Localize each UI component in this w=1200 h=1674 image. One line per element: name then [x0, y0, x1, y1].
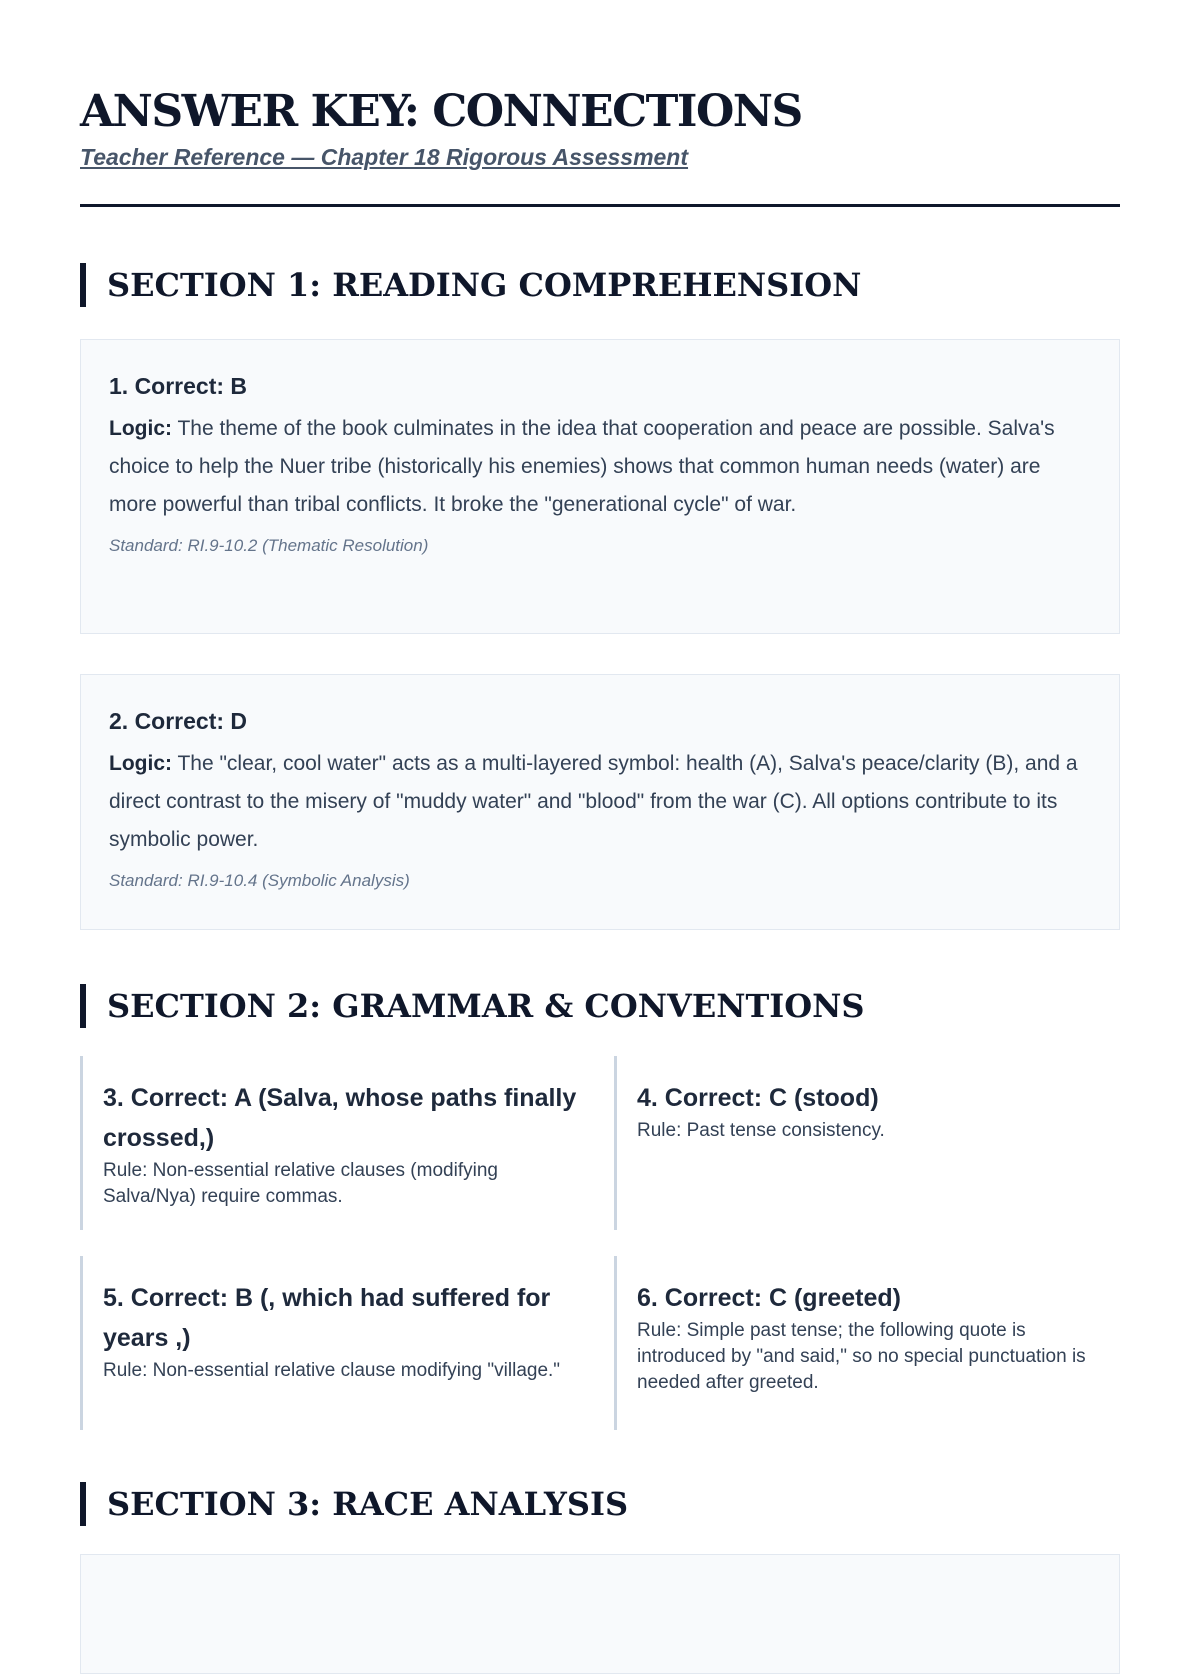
grammar-answer-6 [614, 1256, 1114, 1430]
answer-5-title: 5. Correct: B (, which had suffered for years ,) [103, 1284, 551, 1352]
answer-1-title: 1. Correct: B [109, 373, 248, 399]
answer-card-1 [80, 339, 1120, 634]
answer-6-rule: Rule: Simple past tense; the following quote is introduced by "and said," so no special punctuation is needed after greeted. [637, 1320, 1086, 1393]
answer-card-2 [80, 674, 1120, 930]
answer-4-rule: Rule: Past tense consistency. [637, 1120, 885, 1141]
page-title: ANSWER KEY: CONNECTIONS [80, 86, 802, 137]
page-subtitle: Teacher Reference — Chapter 18 Rigorous Assessment [80, 144, 689, 170]
logic-label: Logic: [109, 417, 172, 440]
answer-1-standard: Standard: RI.9-10.2 (Thematic Resolution) [109, 536, 429, 555]
grammar-answer-3 [80, 1056, 614, 1230]
header-divider [80, 204, 1120, 207]
answer-2-standard: Standard: RI.9-10.4 (Symbolic Analysis) [109, 871, 410, 890]
grammar-answers-grid [80, 1056, 1120, 1430]
answer-5-rule: Rule: Non-essential relative clause modifying "village." [103, 1360, 561, 1381]
answer-card-race [80, 1554, 1120, 1674]
answer-6-title: 6. Correct: C (greeted) [637, 1284, 901, 1312]
section-2-heading: SECTION 2: GRAMMAR & CONVENTIONS [80, 984, 1120, 1028]
grammar-answer-5 [80, 1256, 614, 1430]
section-1-heading: SECTION 1: READING COMPREHENSION [80, 263, 1120, 307]
answer-1-logic [109, 410, 1091, 524]
answer-2-logic [109, 745, 1091, 859]
answer-3-rule: Rule: Non-essential relative clauses (modifying Salva/Nya) require commas. [103, 1160, 498, 1207]
answer-3-title: 3. Correct: A (Salva, whose paths finally crossed,) [103, 1084, 577, 1152]
grammar-answer-4 [614, 1056, 1114, 1230]
answer-4-title: 4. Correct: C (stood) [637, 1084, 879, 1112]
logic-label: Logic: [109, 752, 172, 775]
answer-2-logic-text: The "clear, cool water" acts as a multi-layered symbol: health (A), Salva's peace/clarity (B), and a direct contrast to the misery of "muddy water" and "blood" from the war (C). All options contribute to its symbolic power. [109, 752, 1078, 851]
answer-1-logic-text: The theme of the book culminates in the idea that cooperation and peace are possible. Salva's choice to help the Nuer tribe (historically his enemies) shows that common human needs (water) are more powerful than tribal conflicts. It broke the "generational cycle" of war. [109, 417, 1055, 516]
page-header [80, 0, 1120, 172]
answer-2-title: 2. Correct: D [109, 708, 248, 734]
section-3-heading: SECTION 3: RACE ANALYSIS [80, 1482, 1120, 1526]
